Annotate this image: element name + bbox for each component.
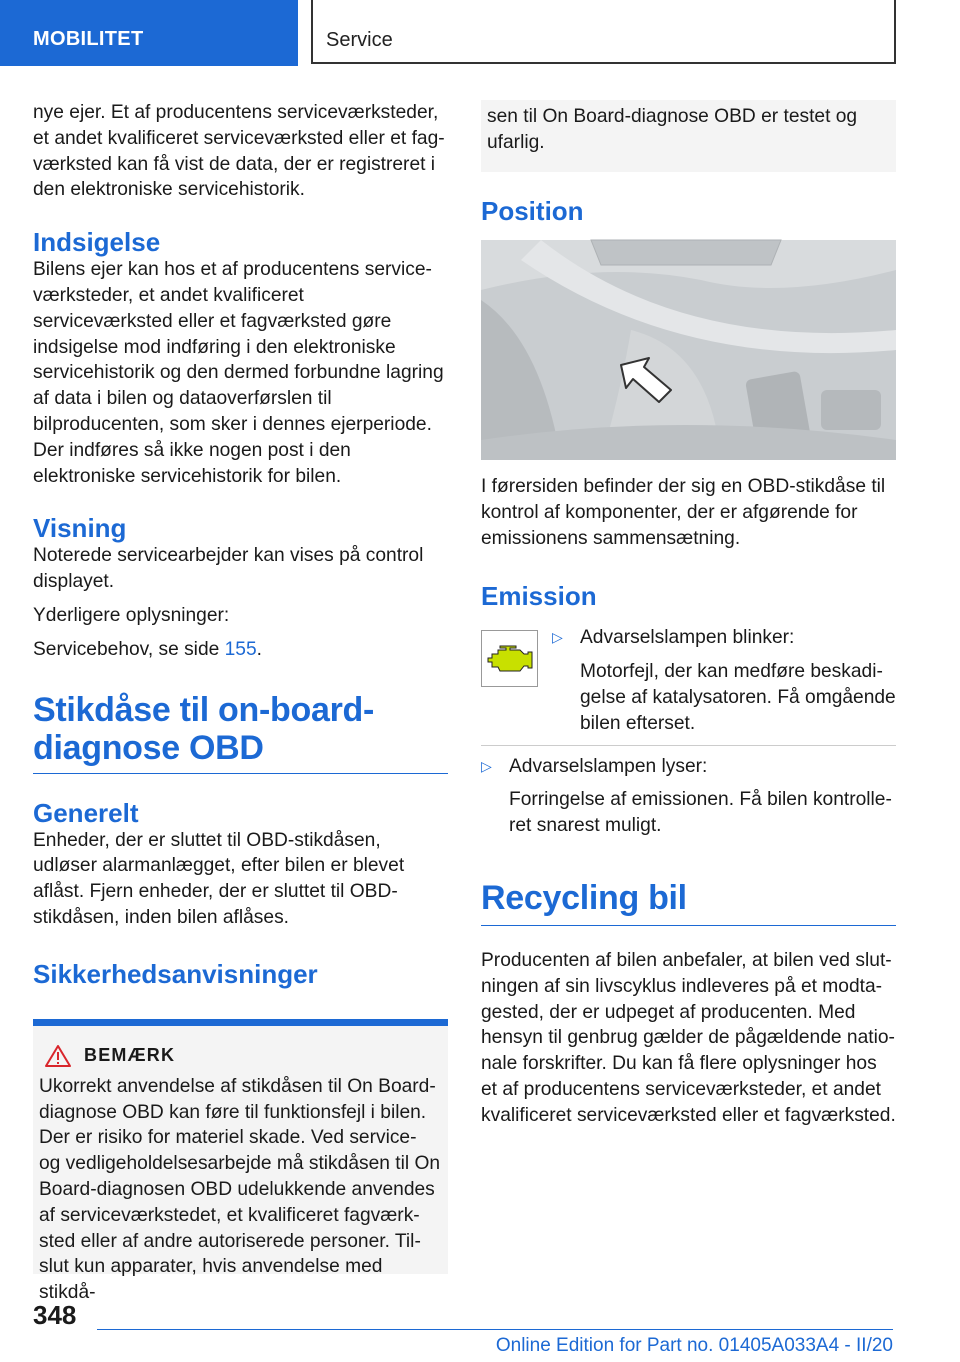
emission-item-body: Forringelse af emissionen. Få bilen kontrolleret snarest muligt.	[509, 789, 892, 837]
page-link-155[interactable]: 155	[224, 638, 257, 660]
chapter-tab	[311, 0, 896, 64]
intro-paragraph: nye ejer. Et af producentens serviceværksteder, et andet kvalificeret serviceværksted eller et fagværksted kan få vist de data, der er registreret i den elektroniske servicehistorik.	[33, 102, 445, 201]
triangle-bullet-icon: ▷	[481, 757, 492, 774]
warning-icon	[44, 1044, 72, 1068]
notice-continued-text: sen til On Board-diagnose OBD er testet og ufarlig.	[487, 106, 858, 153]
notice-label: BEMÆRK	[84, 1045, 176, 1066]
servicebehov-suffix: .	[256, 638, 262, 660]
visning-paragraph: Noterede servicearbejder kan vises på control displayet.	[33, 545, 424, 593]
position-heading: Position	[481, 196, 584, 226]
servicebehov-prefix: Servicebehov, se side	[33, 638, 225, 660]
indsigelse-heading: Indsigelse	[33, 227, 161, 258]
generelt-paragraph: Enheder, der er sluttet til OBD-stikdåsen, udløser alarmanlægget, efter bilen er blevet aflåst. Fjern enheder, der er sluttet til OBD-stikdåsen, inden bilen aflåses.	[33, 829, 405, 928]
obd-heading: Stikdåse til on-board-diagnose OBD	[33, 691, 448, 774]
check-engine-icon	[486, 644, 534, 674]
edition-info: Online Edition for Part no. 01405A033A4 - II/20	[495, 1335, 893, 1356]
obd-position-photo	[481, 240, 896, 460]
emission-row	[481, 625, 896, 736]
right-column	[481, 100, 896, 1129]
list-item	[552, 625, 896, 736]
emission-item-head: Advarselslampen lyser:	[509, 755, 708, 777]
notice-box	[33, 1019, 448, 1304]
section-tab	[0, 0, 298, 66]
emission-item-head: Advarselslampen blinker:	[580, 627, 795, 649]
emission-first-item	[552, 625, 896, 736]
footwell-illustration	[481, 240, 896, 460]
section-label: MOBILITET	[33, 28, 144, 50]
notice-text: Ukorrekt anvendelse af stikdåsen til On Board-diagnose OBD kan føre til funktionsfejl i bilen. Der er risiko for materiel skade. Ved service- og vedligeholdelsesarbejde må stikdåsen til On Board-diagnosen OBD udelukkende anvendes af serviceværkstedet, et kvalificeret fagværksted eller af andre autoriserede personer. Tilslut kun apparater, hvis anvendelse med stikdå-	[39, 1075, 441, 1304]
position-paragraph: I førersiden befinder der sig en OBD-stikdåse til kontrol af komponenter, der er afgørende for emissionens sammensætning.	[481, 476, 886, 549]
indsigelse-paragraph: Bilens ejer kan hos et af producentens serviceværksteder, et andet kvalificeret serviceværksted eller et fagværksted gøre indsigelse mod indføring i den elektroniske servicehistorik og den dermed forbundne lagring af data i bilen og dataoverførslen til bilproducenten, som sker i dennes ejerperiode. Der indføres så ikke nogen post i den elektroniske servicehistorik for bilen.	[33, 259, 444, 487]
notice-continued	[481, 100, 896, 172]
list-item	[481, 754, 896, 839]
footer-rule	[97, 1329, 893, 1330]
divider	[481, 745, 896, 746]
sikkerhed-heading: Sikkerhedsanvisninger	[33, 958, 318, 989]
page-header	[0, 0, 960, 66]
recycling-paragraph: Producenten af bilen anbefaler, at bilen ved slutningen af sin livscyklus indleveres på et modtagested, der er udpeget af producenten. Med hensyn til genbrug gælder de pågældende nationale forskrifter. Du kan få flere oplysninger hos et af producentens serviceværksteder, et andet kvalificeret serviceværksted eller et fagværksted.	[481, 949, 896, 1126]
chapter-label: Service	[326, 29, 393, 51]
triangle-bullet-icon: ▷	[552, 629, 563, 646]
generelt-heading: Generelt	[33, 797, 139, 828]
more-info-label: Yderligere oplysninger:	[33, 604, 230, 626]
notice-header	[44, 1044, 442, 1068]
engine-warning-icon	[481, 630, 538, 687]
recycling-heading: Recycling bil	[481, 879, 896, 926]
servicebehov-reference	[33, 637, 448, 663]
left-column	[33, 100, 448, 1304]
page-number: 348	[33, 1300, 77, 1330]
visning-heading: Visning	[33, 513, 127, 544]
emission-item-body: Motorfejl, der kan medføre beskadigelse af katalysatoren. Få omgående bilen efterset.	[580, 661, 896, 734]
emission-heading: Emission	[481, 581, 597, 612]
